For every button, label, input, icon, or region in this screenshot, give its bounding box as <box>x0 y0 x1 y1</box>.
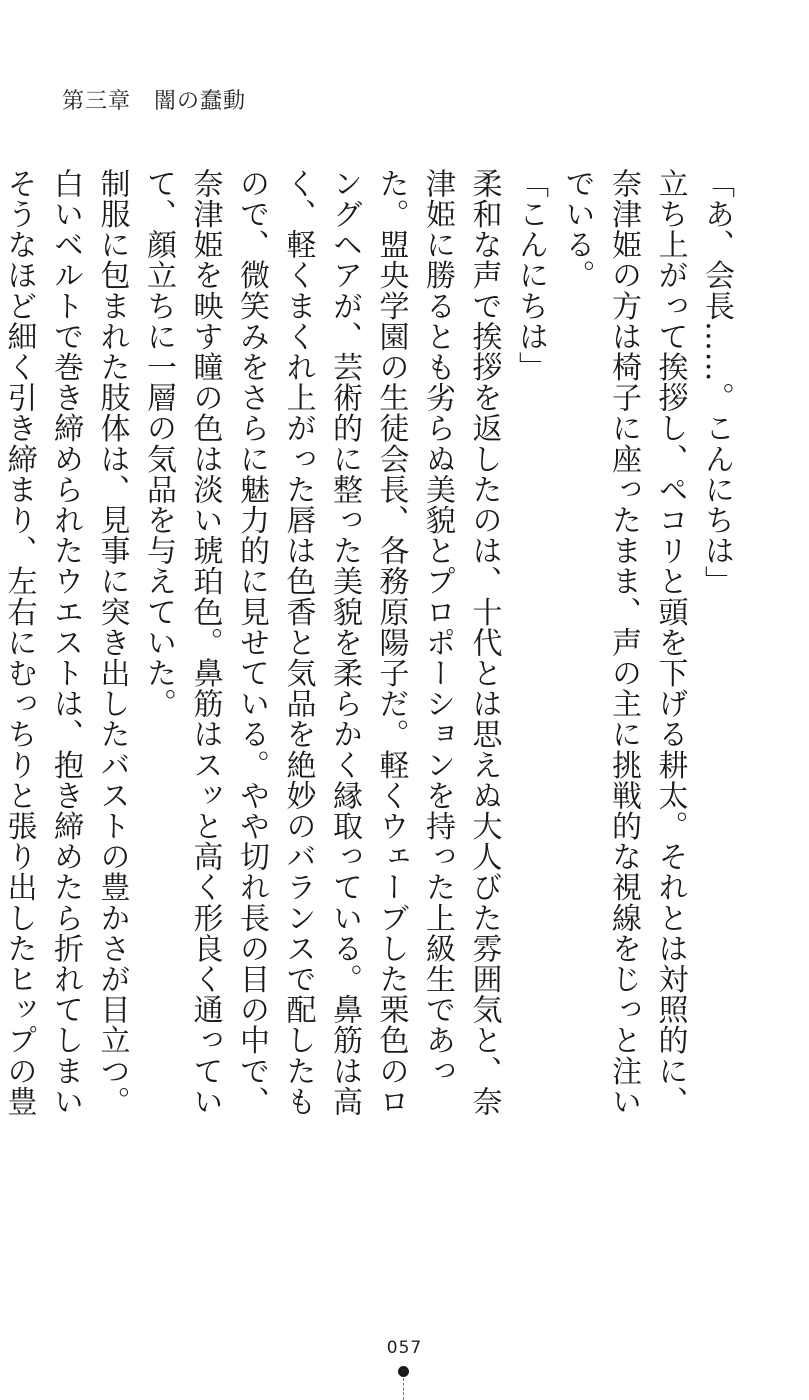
page-number: 057 <box>386 1338 423 1358</box>
paragraph: 制服に包まれた肢体は、見事に突き出したバストの豊かさが目立つ。白いベルトで巻き締められたウエストは、抱き締めたら折れてしまいそうなほど細く引き締まり、左右にむっちりと張り出したヒップの豊 <box>1 168 130 1117</box>
body-text <box>1 168 739 1128</box>
paragraph: 立ち上がって挨拶し、ペコリと頭を下げる耕太。それとは対照的に、奈津姫の方は椅子に座ったまま、声の主に挑戦的な視線をじっと注いでいる。 <box>559 168 688 1117</box>
chapter-header: 第三章 闇の蠢動 <box>62 89 247 114</box>
paragraph: 「あ、会長……。こんにちは」 <box>699 168 734 597</box>
folio-dot-ornament <box>398 1366 409 1377</box>
folio-rule-ornament <box>403 1378 404 1400</box>
paragraph: 柔和な声で挨拶を返したのは、十代とは思えぬ大人びた雰囲気と、奈津姫に勝るとも劣らぬ美貌とプロポーションを持った上級生であった。盟央学園の生徒会長、各務原陽子だ。軽くウェーブした栗色のロングヘアが、芸術的に整った美貌を柔らかく縁取っている。鼻筋は高く、軽くまくれ上がった唇は色香と気品を絶妙のバランスで配したもので、微笑みをさらに魅力的に見せている。やや切れ長の目の中で、奈津姫を映す瞳の色は淡い琥珀色。鼻筋はスッと高く形良く通っていて、顔立ちに一層の気品を与えていた。 <box>141 168 502 1117</box>
paragraph: 「こんにちは」 <box>513 168 548 383</box>
